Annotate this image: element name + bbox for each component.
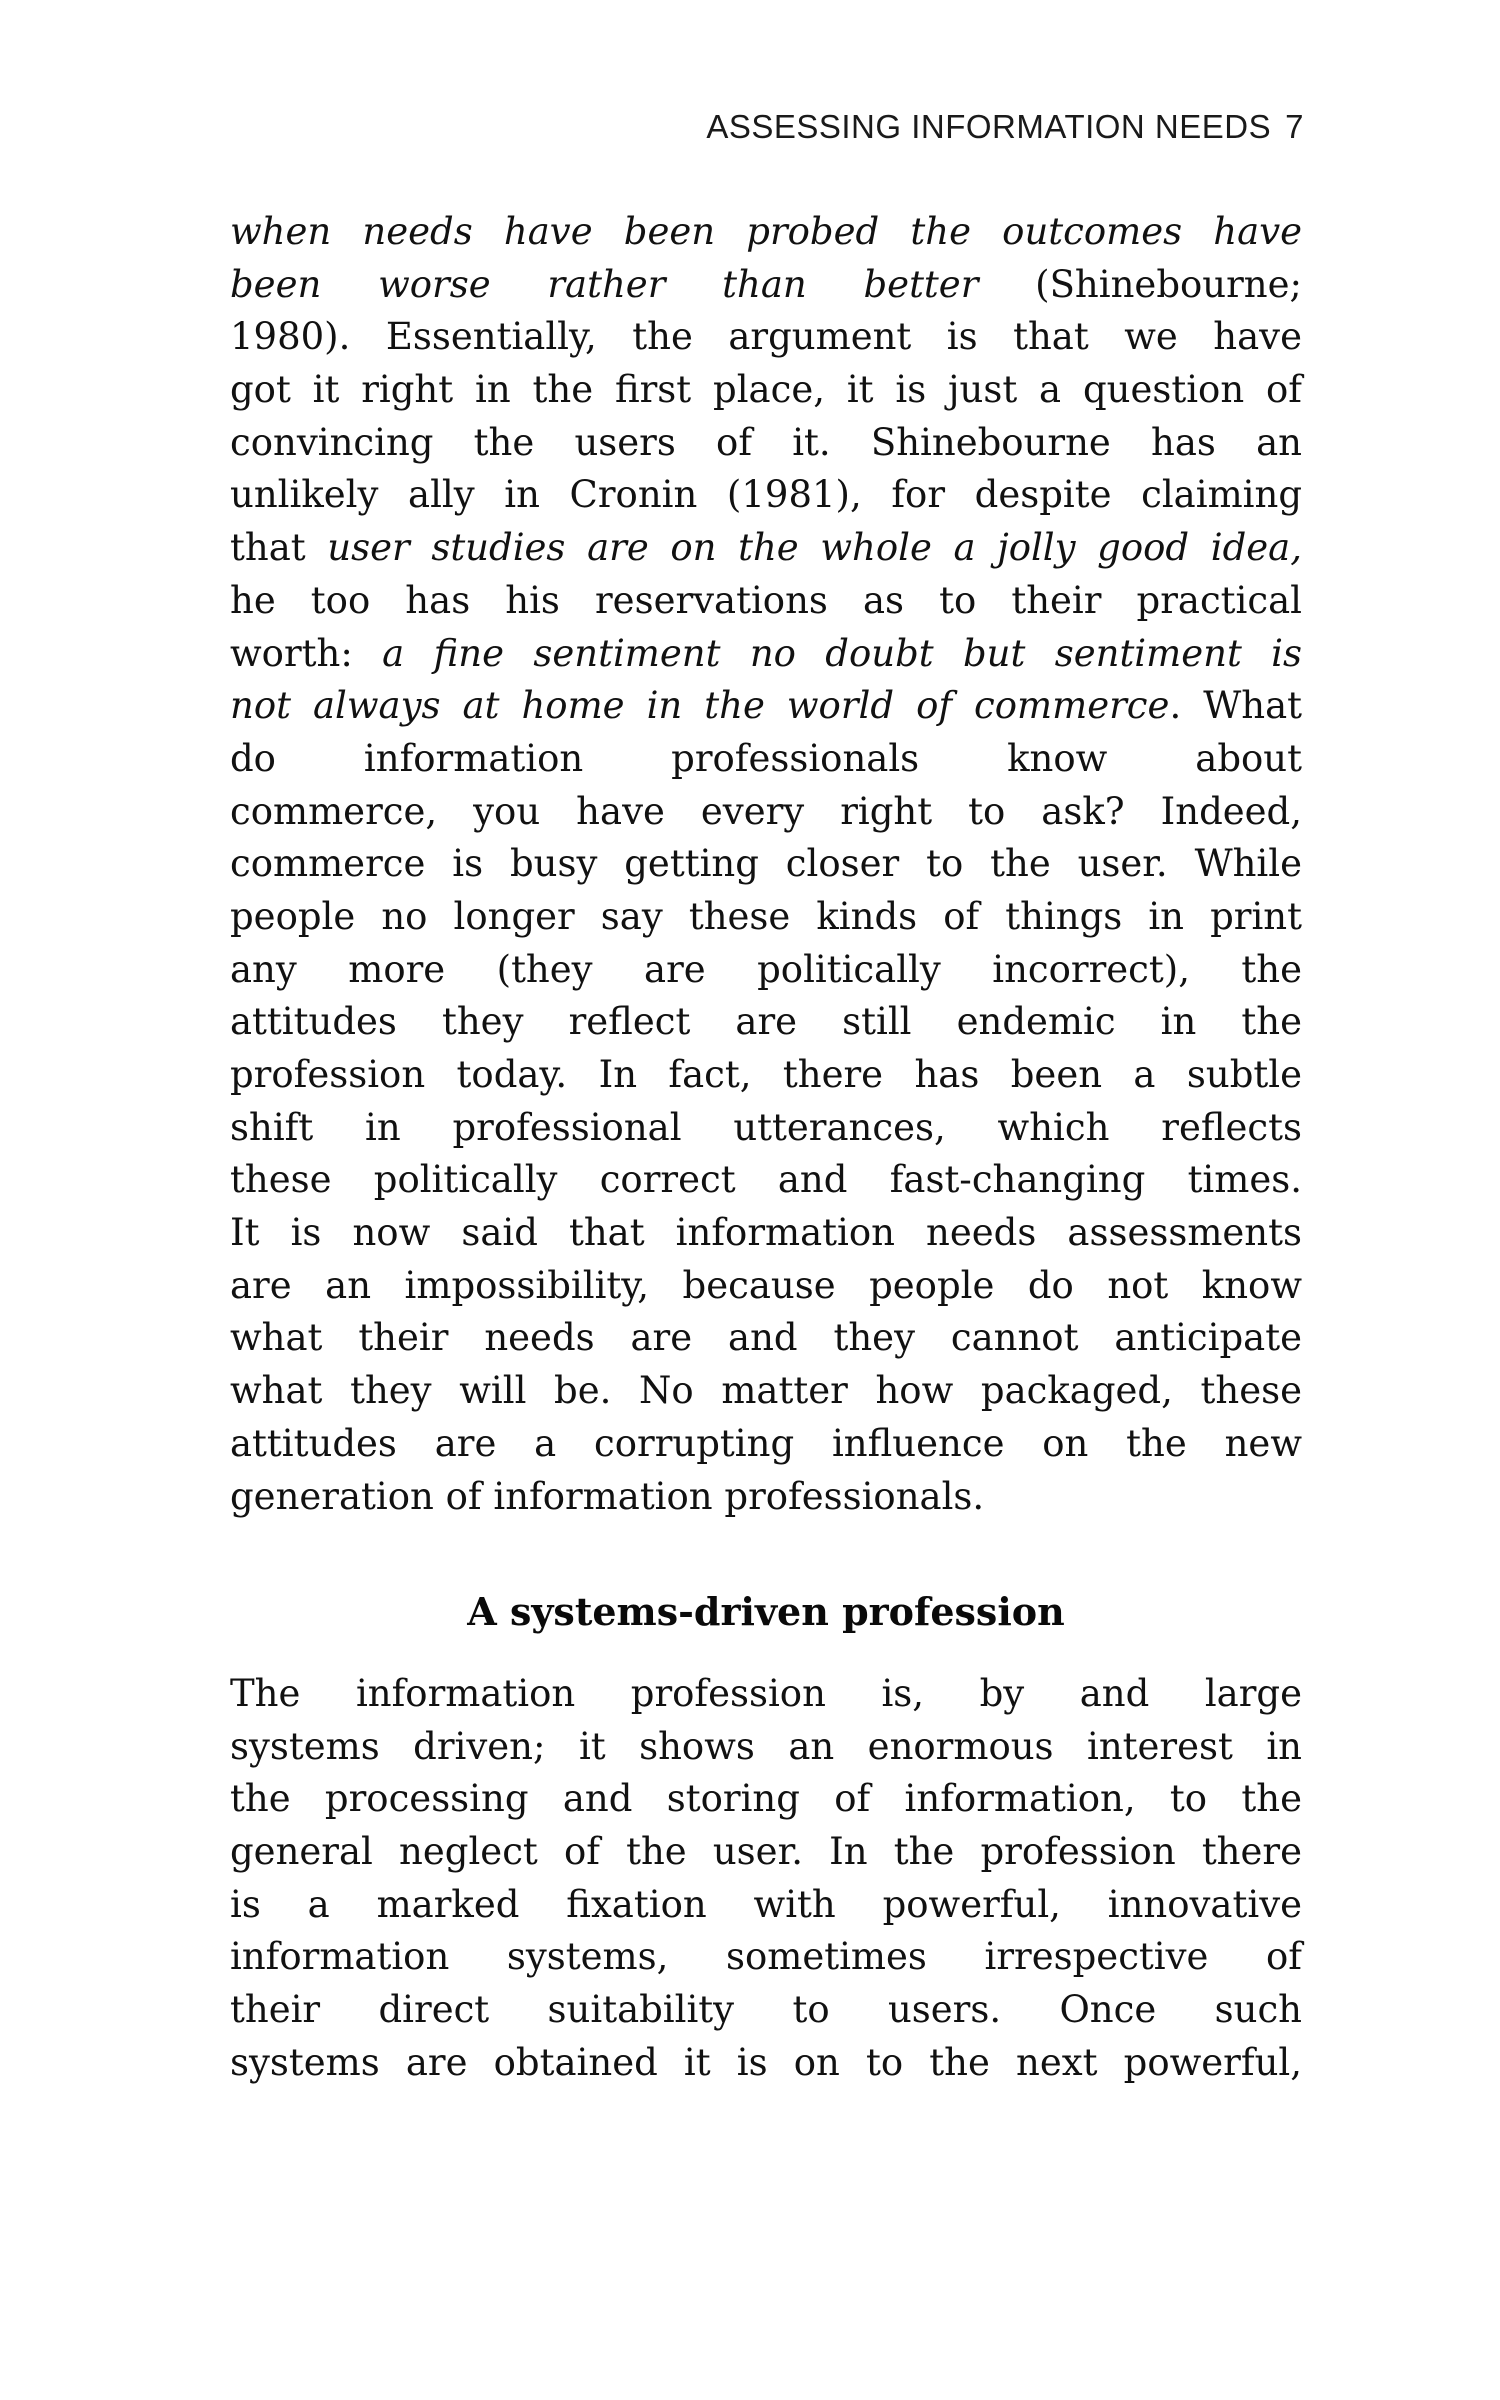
italic-text: not always at home in the world of commerce — [230, 684, 1170, 728]
text-line — [230, 1931, 1302, 1984]
text-run: these politically correct and fast-changing times. — [230, 1158, 1302, 1202]
text-line — [230, 1102, 1302, 1155]
text-line — [230, 838, 1302, 891]
text-line — [230, 891, 1302, 944]
text-run: commerce, you have every right to ask? Indeed, — [230, 789, 1302, 833]
text-run: shift in professional utterances, which reflects — [230, 1105, 1302, 1149]
text-run: attitudes are a corrupting influence on the new — [230, 1421, 1302, 1465]
text-run: that — [230, 526, 328, 570]
text-line — [230, 469, 1302, 522]
text-run: he too has his reservations as to their practical — [230, 578, 1302, 622]
text-line — [230, 1154, 1302, 1207]
text-line — [230, 1365, 1302, 1418]
text-line — [230, 628, 1302, 681]
text-run: are an impossibility, because people do not know — [230, 1263, 1302, 1307]
text-line — [230, 417, 1302, 470]
text-line — [230, 364, 1302, 417]
italic-text: been worse rather than better — [230, 262, 979, 306]
text-run: systems are obtained it is on to the next powerful, — [230, 2040, 1302, 2084]
text-run: people no longer say these kinds of things in print — [230, 894, 1302, 938]
italic-text: when needs have been probed the outcomes have — [230, 210, 1302, 253]
text-run: what their needs are and they cannot anticipate — [230, 1316, 1302, 1360]
italic-text: user studies are on the whole a jolly good idea, — [327, 526, 1302, 570]
text-line — [230, 680, 1302, 733]
text-run: information systems, sometimes irrespective of — [230, 1935, 1302, 1979]
text-run: their direct suitability to users. Once such — [230, 1988, 1302, 2032]
text-line — [230, 1668, 1302, 1721]
text-line — [230, 1312, 1302, 1365]
paragraph-systems-driven — [230, 1668, 1302, 2090]
running-title: ASSESSING INFORMATION NEEDS — [706, 108, 1272, 145]
text-run: do information professionals know about — [230, 736, 1302, 780]
text-run: got it right in the first place, it is just a question of — [230, 368, 1302, 412]
text-line — [230, 996, 1302, 1049]
text-run: the processing and storing of information, to the — [230, 1777, 1302, 1821]
text-line — [230, 259, 1302, 312]
text-run: It is now said that information needs assessments — [230, 1211, 1302, 1255]
text-line — [230, 311, 1302, 364]
text-line — [230, 786, 1302, 839]
text-run: The information profession is, by and large — [230, 1672, 1302, 1715]
text-line — [230, 1879, 1302, 1932]
text-run: worth: — [230, 631, 383, 675]
text-line — [230, 575, 1302, 628]
text-line — [230, 1471, 1302, 1524]
paragraph-continued — [230, 206, 1302, 1523]
running-header — [706, 108, 1304, 146]
section-heading: A systems-driven profession — [467, 1589, 1065, 1634]
text-line — [230, 944, 1302, 997]
text-run: profession today. In fact, there has been a subtle — [230, 1053, 1302, 1096]
text-run: commerce is busy getting closer to the user. While — [230, 842, 1302, 886]
text-run: unlikely ally in Cronin (1981), for despite claiming — [230, 473, 1302, 517]
text-line — [230, 1826, 1302, 1879]
text-run: 1980). Essentially, the argument is that we have — [230, 315, 1302, 359]
text-line — [230, 522, 1302, 575]
text-run: what they will be. No matter how packaged, these — [230, 1369, 1302, 1413]
text-line — [230, 206, 1302, 259]
text-run: . What — [1169, 684, 1303, 728]
text-line — [230, 1049, 1302, 1102]
text-run: (Shinebourne; — [978, 262, 1302, 306]
text-line — [230, 1984, 1302, 2037]
page-number: 7 — [1285, 108, 1304, 145]
text-line — [230, 1773, 1302, 1826]
text-run: attitudes they reflect are still endemic in the — [230, 1000, 1302, 1044]
text-line — [230, 2037, 1302, 2090]
text-line — [230, 1260, 1302, 1313]
text-line — [230, 1418, 1302, 1471]
text-line — [230, 733, 1302, 786]
italic-text: a fine sentiment no doubt but sentiment is — [382, 631, 1303, 675]
text-run: is a marked fixation with powerful, innovative — [230, 1882, 1302, 1926]
text-line — [230, 1207, 1302, 1260]
text-line — [230, 1721, 1302, 1774]
text-run: systems driven; it shows an enormous interest in — [230, 1724, 1302, 1768]
text-run: generation of information professionals. — [230, 1474, 985, 1518]
text-run: convincing the users of it. Shinebourne has an — [230, 420, 1302, 464]
text-run: general neglect of the user. In the profession there — [230, 1830, 1302, 1874]
text-run: any more (they are politically incorrect), the — [230, 947, 1302, 991]
